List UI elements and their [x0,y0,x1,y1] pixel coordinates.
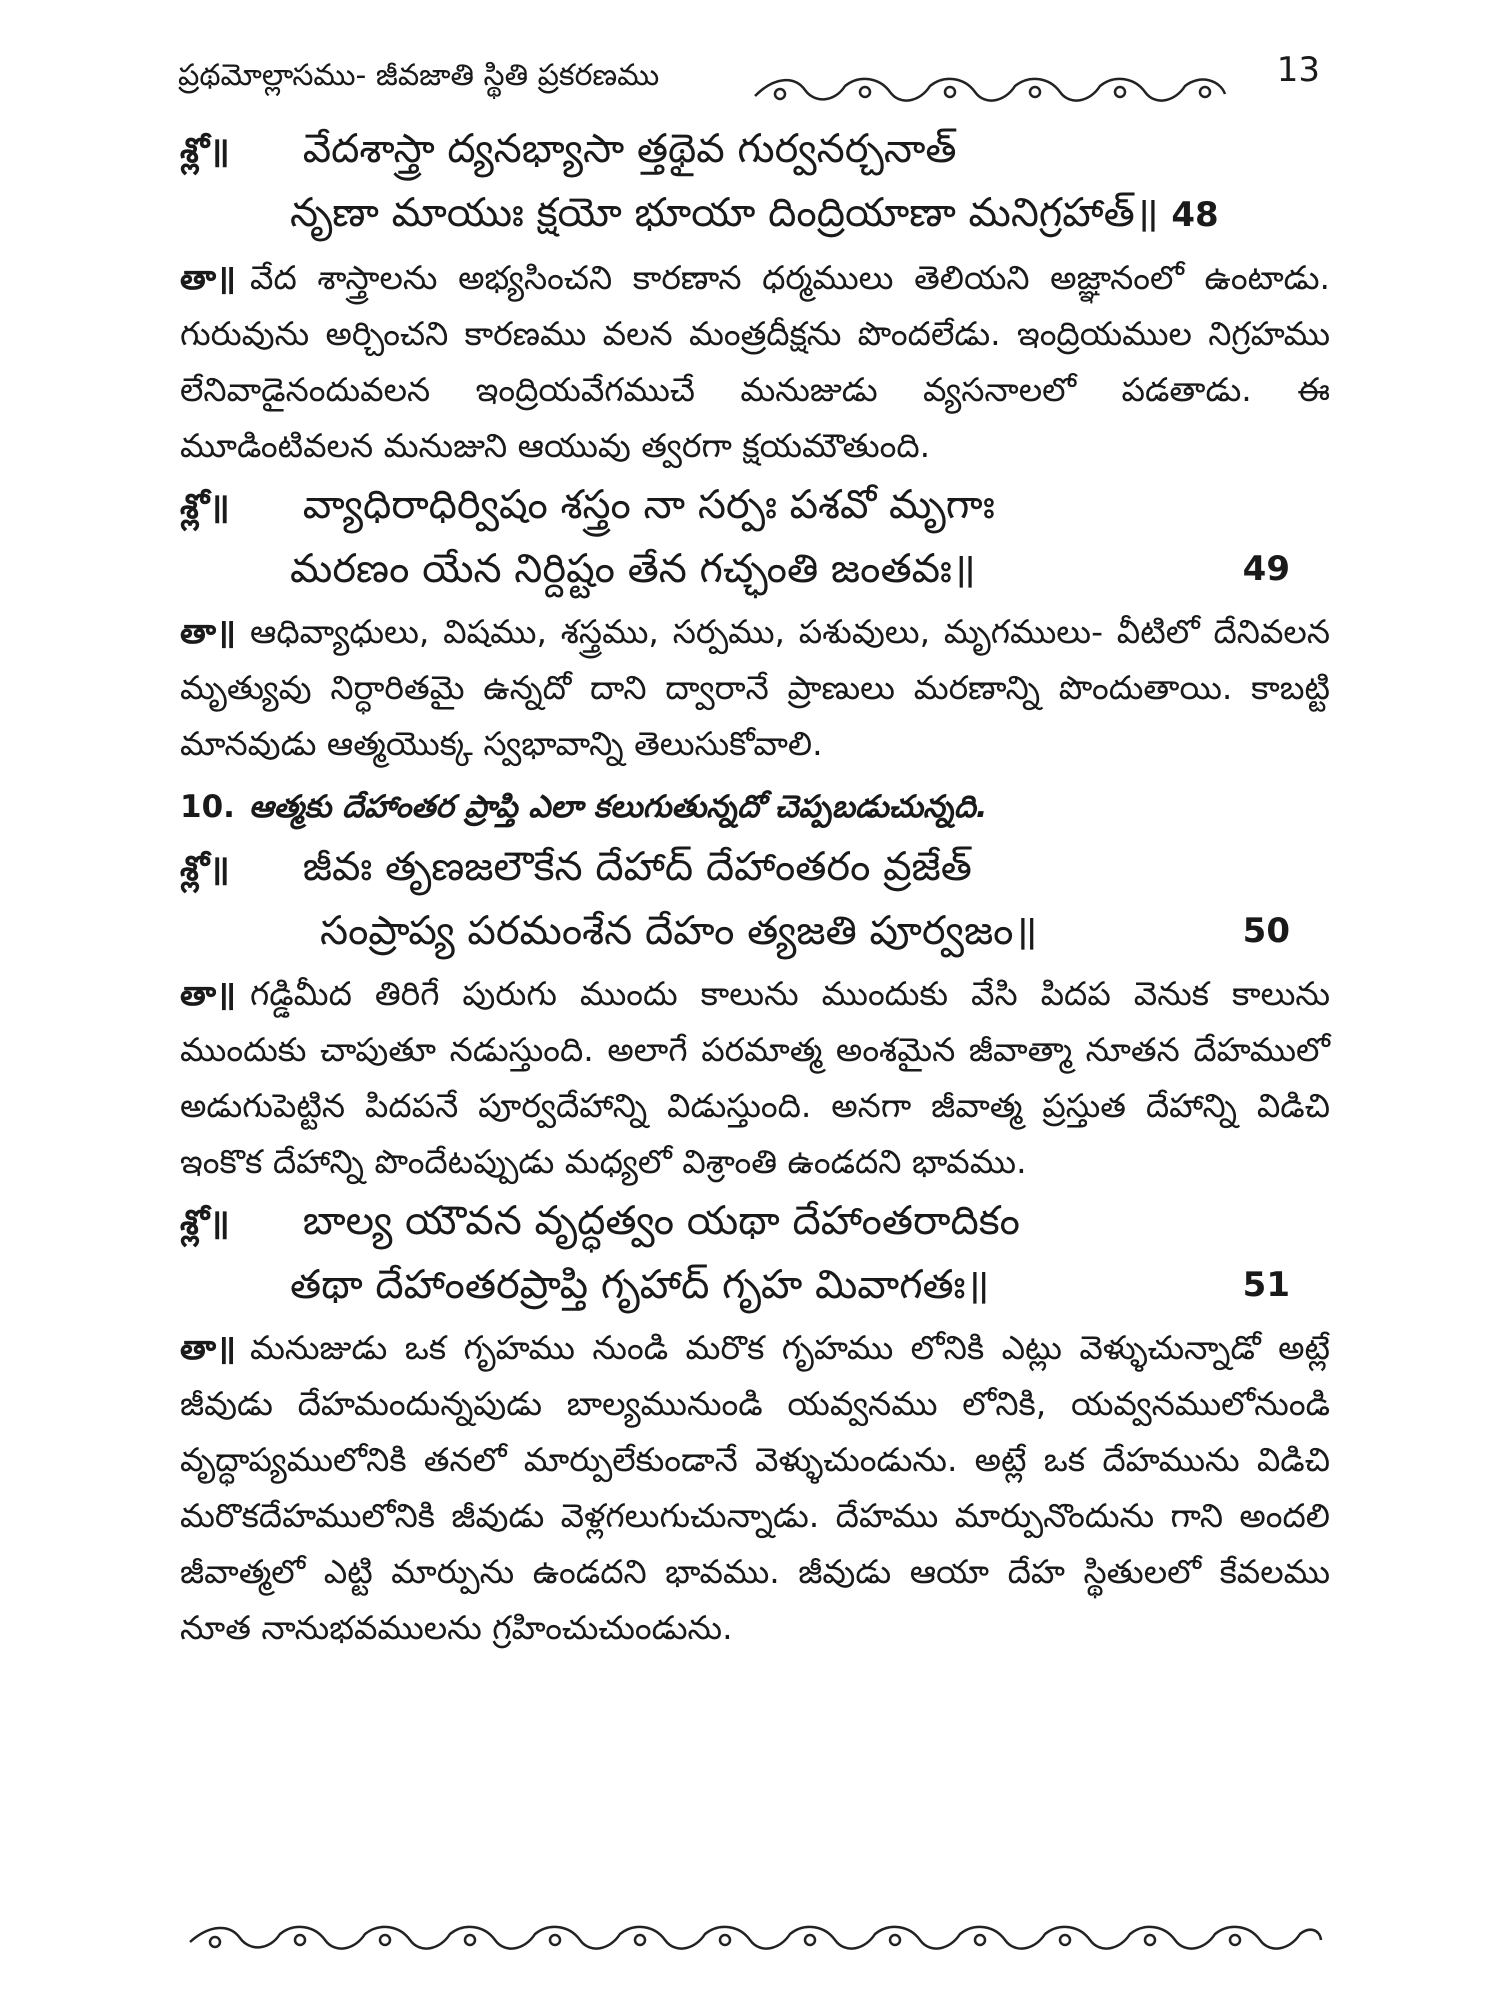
meaning-51 [180,1320,1330,1656]
page-number: 13 [1276,50,1320,90]
verse-number: 50 [1242,911,1290,951]
verse-line: మరణం యేన నిర్దిష్టం తేన గచ్ఛంతి జంతవః॥ [290,546,976,592]
section-title: ఆత్మకు దేహాంతర ప్రాప్తి ఎలా కలుగుతున్నదో చెప్పబడుచున్నది. [248,789,988,825]
sloka-marker: శ్లో॥ [180,487,230,527]
page-header [150,50,1350,110]
meaning-marker: తా॥ [180,974,236,1013]
verse-number: 51 [1242,1265,1290,1305]
verse-line: నృణా మాయుః క్షయో భూయా దింద్రియాణా మనిగ్రహాత్॥ [290,190,1159,236]
vine-scroll-border-icon [185,1920,1325,1956]
sloka-marker: శ్లో॥ [180,131,230,171]
sloka-marker: శ్లో॥ [180,849,230,889]
meaning-text: మనుజుడు ఒక గృహము నుండి మరొక గృహము లోనికి ఎట్లు వెళ్ళుచున్నాడో అట్లే జీవుడు దేహమందున్నపుడు బాల్యమునుండి యవ్వనము లోనికి, యవ్వనములోనుండి వృద్ధాప్యములోనికి తనలో మార్పులేకుండానే వెళ్ళుచుండును. అట్లే ఒక దేహమును విడిచి మరొకదేహములోనికి జీవుడు వెళ్లగలుగుచున్నాడు. దేహము మార్పునొందును గాని అందలి జీవాత్మలో ఎట్టి మార్పును ఉండదని భావము. జీవుడు ఆయా దేహ స్థితులలో కేవలము నూత నానుభవములను గ్రహించుచుండును. [180,1328,1330,1647]
verse-line: వ్యాధిరాధిర్విషం శస్త్రం నా సర్పః పశవో మృగాః [302,482,995,528]
verse-line: సంప్రాప్య పరమంశేన దేహం త్యజతి పూర్వజం॥ [320,908,1038,954]
verse-number: 48 [1171,195,1219,235]
sloka-marker: శ్లో॥ [180,1203,230,1243]
meaning-marker: తా॥ [180,1328,236,1367]
verse-line: వేదశాస్త్రా ద్యనభ్యాసా త్తథైవ గుర్వనర్చనాత్ [302,126,957,172]
meaning-49 [180,604,1330,772]
verse-line: బాల్య యౌవన వృద్ధత్వం యథా దేహాంతరాదికం [302,1198,1020,1244]
meaning-marker: తా॥ [180,612,236,651]
verse-50 [180,836,1330,962]
section-heading [180,778,1330,836]
vine-scroll-border-icon [750,72,1230,108]
meaning-text: ఆధివ్యాధులు, విషము, శస్త్రము, సర్పము, పశువులు, మృగములు- వీటిలో దేనివలన మృత్యువు నిర్ధారితమై ఉన్నదో దాని ద్వారానే ప్రాణులు మరణాన్ని పొందుతాయి. కాబట్టి మానవుడు ఆత్మయొక్క స్వభావాన్ని తెలుసుకోవాలి. [180,612,1330,763]
verse-number: 49 [1242,549,1290,589]
chapter-title: ప్రథమోల్లాసము- జీవజాతి స్థితి ప్రకరణము [178,58,660,93]
section-number: 10. [180,789,235,825]
verse-51 [180,1190,1330,1316]
verse-line: జీవః తృణజలౌకేన దేహాద్ దేహాంతరం వ్రజేత్ [302,844,972,890]
meaning-marker: తా॥ [180,258,236,297]
meaning-text: గడ్డిమీద తిరిగే పురుగు ముందు కాలును ముందుకు వేసి పిదప వెనుక కాలును ముందుకు చాపుతూ నడుస్తుంది. అలాగే పరమాత్మ అంశమైన జీవాత్మా నూతన దేహములో అడుగుపెట్టిన పిదపనే పూర్వదేహాన్ని విడుస్తుంది. అనగా జీవాత్మ ప్రస్తుత దేహాన్ని విడిచి ఇంకొక దేహాన్ని పొందేటప్పుడు మధ్యలో విశ్రాంతి ఉండదని భావము. [180,974,1330,1181]
verse-48 [180,118,1330,246]
meaning-text: వేద శాస్త్రాలను అభ్యసించని కారణాన ధర్మములు తెలియని అజ్ఞానంలో ఉంటాడు. గురువును అర్చించని కారణము వలన మంత్రదీక్షను పొందలేడు. ఇంద్రియముల నిగ్రహము లేనివాడైనందువలన ఇంద్రియవేగముచే మనుజుడు వ్యసనాలలో పడతాడు. ఈ మూడింటివలన మనుజుని ఆయువు త్వరగా క్షయమౌతుంది. [180,258,1330,465]
meaning-48 [180,250,1330,474]
meaning-50 [180,966,1330,1190]
verse-line: తథా దేహాంతరప్రాప్తి గృహాద్ గృహ మివాగతః॥ [290,1262,990,1308]
page-content [180,118,1330,1656]
verse-49 [180,474,1330,600]
